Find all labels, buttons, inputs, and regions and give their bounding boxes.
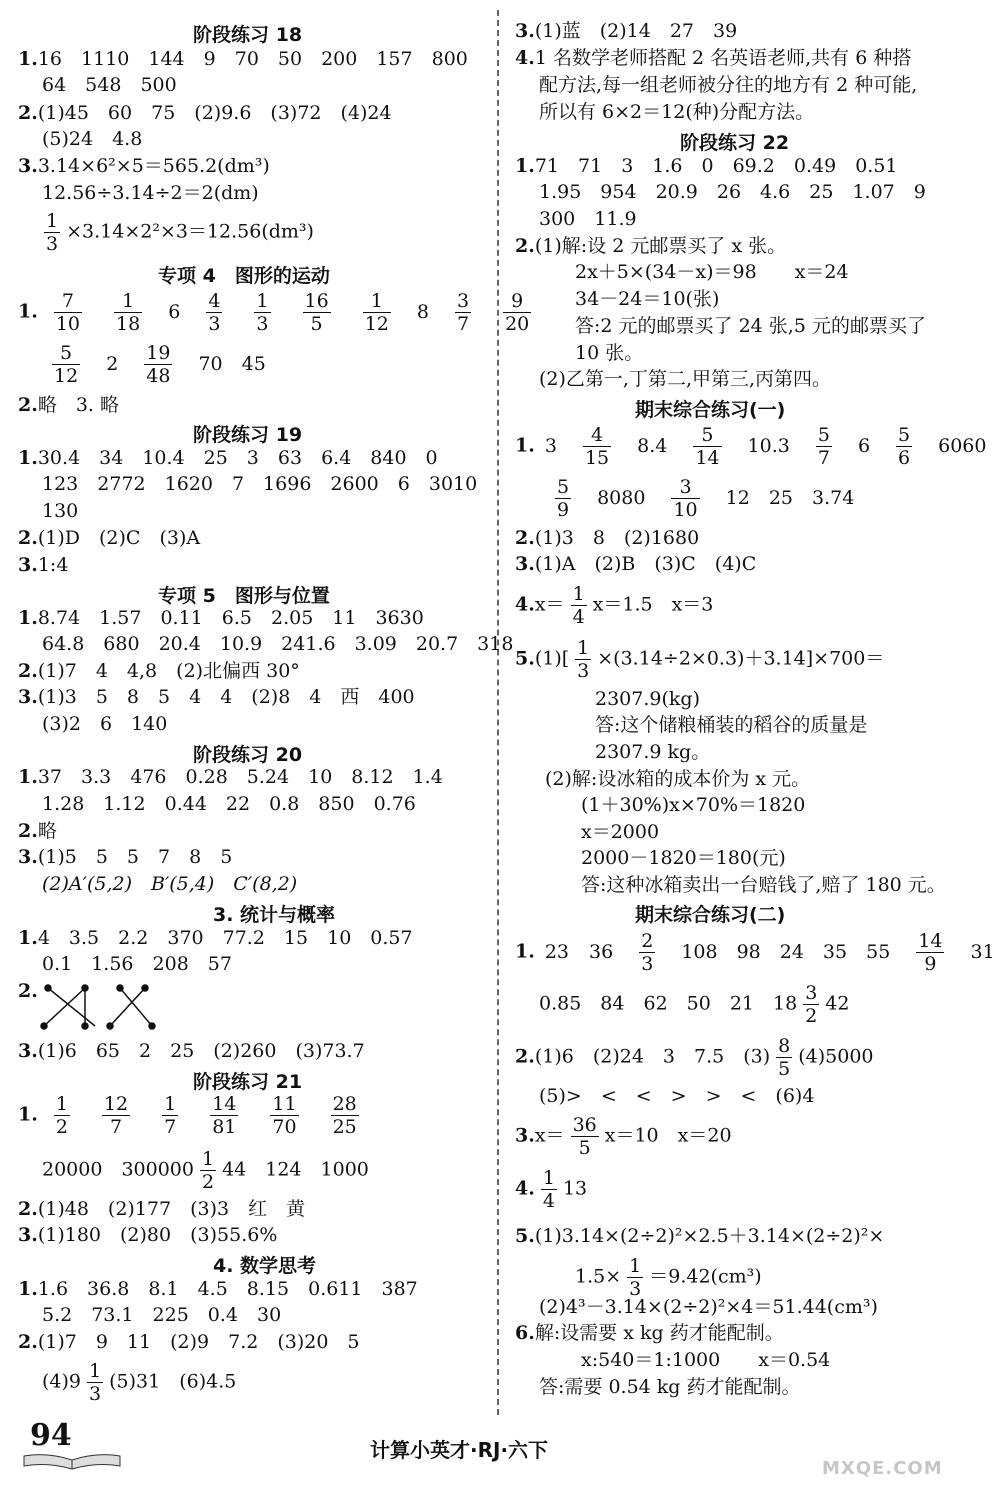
section-title: 阶段练习 19	[193, 424, 303, 446]
fraction: $\frac{3}{10}$	[673, 476, 698, 521]
answer-line: 1.1.6 36.8 8.1 4.5 8.15 0.611 387	[18, 1278, 418, 1300]
fraction: $\frac{1}{3}$	[256, 290, 269, 335]
answer-line: x:540＝1:1000 x＝0.54	[581, 1349, 831, 1371]
fraction: $\frac{3}{7}$	[456, 290, 470, 335]
answer-line: 0.1 1.56 208 57	[42, 953, 232, 975]
fraction: $\frac{1}{12}$	[364, 290, 389, 335]
answer-line: 2.略	[18, 820, 57, 842]
answer-line: 5.(1)3.14×(2÷2)²×2.5＋3.14×(2÷2)²×	[515, 1225, 885, 1247]
fraction-row: 1.5× $\frac{1}{3}$ ＝9.42(cm³)	[575, 1255, 762, 1300]
answer-line: (5)24 4.8	[42, 128, 143, 150]
fraction-row: 4.x＝ $\frac{1}{4}$ x＝1.5 x＝3	[515, 583, 714, 628]
section-title: 4. 数学思考	[213, 1255, 317, 1277]
answer-line: 3.(1)180 (2)80 (3)55.6%	[18, 1224, 278, 1246]
fraction: $\frac{5}{14}$	[695, 424, 720, 469]
fraction-row: 1. $\frac{7}{10}$ $\frac{1}{18}$ 6 $\frac{4}{3}$ $\frac{1}{3}$ $\frac{16}{5}$ $\frac{1}{12}$ 8 $\frac{3}{7}$ $\frac{9}{20}$	[18, 290, 530, 335]
answer-line: 123 2772 1620 7 1696 2600 6 3010	[42, 473, 478, 495]
answer-line: 2307.9 kg。	[595, 741, 711, 763]
answer-line: 3.1:4	[18, 554, 69, 576]
fraction-row	[539, 476, 864, 521]
answer-line: 2.(1)7 9 11 (2)9 7.2 (3)20 5	[18, 1331, 360, 1353]
answer-line: 2000－1820＝180(元)	[581, 847, 786, 869]
column-divider	[497, 10, 499, 1415]
answer-line: $\frac{1}{3}$ ×3.14×2²×3＝12.56(dm³)	[46, 210, 314, 255]
book-icon	[22, 1452, 122, 1470]
fraction: $\frac{1}{7}$	[164, 1093, 177, 1138]
answer-value: 108 98 24 35 55	[681, 940, 891, 963]
answer-line: 2.(1)48 (2)177 (3)3 红 黄	[18, 1198, 306, 1220]
answer-value: 31	[970, 940, 995, 963]
watermark	[822, 1418, 992, 1480]
fraction-row: 20000 300000 $\frac{1}{2}$ 44 124 1000	[42, 1148, 369, 1193]
section-title: 期末综合练习(一)	[635, 399, 786, 421]
answer-line: 3.(1)6 65 2 25 (2)260 (3)73.7	[18, 1040, 365, 1062]
answer-line: (2)A′(5,2) B′(5,4) C′(8,2)	[42, 873, 298, 895]
answer-line: 4.1 名数学老师搭配 2 名英语老师,共有 6 种搭	[515, 47, 912, 69]
fraction: $\frac{7}{10}$	[55, 290, 81, 335]
answer-value: 6	[857, 434, 871, 457]
fraction: $\frac{5}{9}$	[557, 476, 570, 521]
fraction-row: 0.85 84 62 50 21 18 $\frac{3}{2}$ 42	[539, 982, 850, 1027]
answer-line: (1＋30%)x×70%＝1820	[581, 794, 806, 816]
fraction: $\frac{16}{5}$	[304, 290, 329, 335]
answer-value: 2	[106, 352, 119, 375]
answer-line: 答:2 元的邮票买了 24 张,5 元的邮票买了	[575, 315, 926, 337]
answer-line: (5)> < < > > < (6)4	[539, 1085, 815, 1107]
answer-line: 64.8 680 20.4 10.9 241.6 3.09 20.7 318	[42, 633, 514, 655]
answer-line: (2)乙第一,丁第二,甲第三,丙第四。	[539, 368, 832, 390]
answer-line: 2.略 3. 略	[18, 394, 120, 416]
answer-line: 64 548 500	[42, 74, 177, 96]
answer-line: (3)2 6 140	[42, 713, 168, 735]
fraction: $\frac{11}{70}$	[272, 1093, 297, 1138]
fraction-row: 1. $\frac{1}{2}$ $\frac{12}{7}$ $\frac{1}{7}$ $\frac{14}{81}$ $\frac{11}{70}$ $\frac{28}{25}$	[18, 1093, 357, 1138]
fraction: $\frac{2}{3}$	[641, 930, 654, 975]
answer-line: 1.4 3.5 2.2 370 77.2 15 10 0.57	[18, 927, 413, 949]
section-title: 专项 5 图形与位置	[158, 585, 330, 607]
answer-line: 2.	[18, 980, 38, 1002]
answer-line: 3.(1)蓝 (2)14 27 39	[515, 20, 738, 42]
fraction: $\frac{5}{12}$	[54, 342, 79, 387]
fraction: $\frac{1}{2}$	[55, 1093, 68, 1138]
section-title: 期末综合练习(二)	[635, 904, 786, 926]
answer-line: 2x＋5×(34－x)＝98 x＝24	[575, 261, 849, 283]
answer-line: (2)4³－3.14×(2÷2)²×4＝51.44(cm³)	[539, 1296, 878, 1318]
answer-line: 3.(1)3 5 8 5 4 4 (2)8 4 西 400	[18, 686, 415, 708]
answer-line: 2.(1)3 8 (2)1680	[515, 527, 700, 549]
answer-line: 2.(1)D (2)C (3)A	[18, 527, 201, 549]
fraction: $\frac{28}{25}$	[332, 1093, 357, 1138]
answer-line: 答:需要 0.54 kg 药才能配制。	[539, 1376, 801, 1398]
page-number: 94	[30, 1418, 72, 1453]
fraction-row: 5.(1)[ $\frac{1}{3}$ ×(3.14÷2×0.3)＋3.14]×700＝	[515, 637, 885, 682]
answer-line: 2.(1)解:设 2 元邮票买了 x 张。	[515, 235, 787, 257]
answer-line: 5.2 73.1 225 0.4 30	[42, 1304, 282, 1326]
answer-value: 6060	[938, 434, 987, 457]
fraction-row: 1. 23 36 $\frac{2}{3}$ 108 98 24 35 55 $\frac{14}{9}$ 31	[515, 930, 995, 975]
answer-value: 23	[544, 940, 570, 963]
fraction: $\frac{1}{18}$	[116, 290, 141, 335]
fraction-row	[36, 342, 276, 387]
answer-line: 3.(1)A (2)B (3)C (4)C	[515, 553, 757, 575]
answer-line: 1.37 3.3 476 0.28 5.24 10 8.12 1.4	[18, 766, 443, 788]
answer-line: 130	[42, 500, 79, 522]
book-title: 计算小英才·RJ·六下	[370, 1438, 549, 1462]
answer-value: 6	[168, 300, 181, 323]
answer-line: 1.28 1.12 0.44 22 0.8 850 0.76	[42, 793, 416, 815]
fraction: $\frac{12}{7}$	[103, 1093, 129, 1138]
fraction-row: 1. 3 $\frac{4}{15}$ 8.4 $\frac{5}{14}$ 10.3 $\frac{5}{7}$ 6 $\frac{5}{6}$ 6060	[515, 424, 987, 469]
fraction: $\frac{5}{6}$	[898, 424, 911, 469]
answer-line: 10 张。	[575, 342, 644, 364]
answer-line: 1.30.4 34 10.4 25 3 63 6.4 840 0	[18, 447, 438, 469]
matching-lines-diagram	[40, 982, 170, 1034]
section-title: 阶段练习 21	[193, 1071, 303, 1093]
fraction-row: 3.x＝ $\frac{36}{5}$ x＝10 x＝20	[515, 1114, 732, 1159]
answer-line: 2307.9(kg)	[595, 688, 700, 710]
answer-line: 1.71 71 3 1.6 0 69.2 0.49 0.51	[515, 155, 898, 177]
answer-line: (2)解:设冰箱的成本价为 x 元。	[545, 768, 811, 790]
fraction-row: (4)9 $\frac{1}{3}$ (5)31 (6)4.5	[42, 1360, 237, 1405]
answer-value: 8080	[597, 486, 646, 509]
fraction: $\frac{9}{20}$	[505, 290, 530, 335]
fraction: $\frac{14}{9}$	[918, 930, 943, 975]
fraction: $\frac{4}{3}$	[208, 290, 221, 335]
fraction: $\frac{14}{81}$	[212, 1093, 237, 1138]
fraction-row: 2.(1)6 (2)24 3 7.5 (3) $\frac{8}{5}$ (4)5000	[515, 1035, 874, 1080]
answer-line: 3.3.14×6²×5＝565.2(dm³)	[18, 155, 270, 177]
fraction-row: 4. $\frac{1}{4}$ 13	[515, 1167, 588, 1212]
answer-line: 1.95 954 20.9 26 4.6 25 1.07 9	[539, 181, 926, 203]
answer-line: 1.16 1110 144 9 70 50 200 157 800	[18, 48, 468, 70]
answer-line: x＝2000	[581, 821, 660, 843]
answer-line: 300 11.9	[539, 208, 637, 230]
answer-line: 所以有 6×2＝12(种)分配方法。	[539, 101, 815, 123]
section-title: 专项 4 图形的运动	[158, 265, 330, 287]
section-title: 阶段练习 22	[680, 132, 790, 154]
answer-value: 8	[416, 300, 429, 323]
section-title: 阶段练习 18	[193, 24, 303, 46]
answer-line: 3.(1)5 5 5 7 8 5	[18, 846, 233, 868]
answer-line: 2.(1)7 4 4,8 (2)北偏西 30°	[18, 660, 300, 682]
answer-line: 答:这个储粮桶装的稻谷的质量是	[595, 714, 868, 736]
answer-line: 2.(1)45 60 75 (2)9.6 (3)72 (4)24	[18, 102, 392, 124]
answer-line: 答:这种冰箱卖出一台赔钱了,赔了 180 元。	[581, 874, 946, 896]
answer-value: 36	[589, 940, 614, 963]
answer-line: 6.解:设需要 x kg 药才能配制。	[515, 1322, 784, 1344]
answer-value: 8.4	[637, 434, 668, 457]
section-title: 3. 统计与概率	[213, 904, 336, 926]
answer-line: 1.8.74 1.57 0.11 6.5 2.05 11 3630	[18, 607, 424, 629]
fraction: $\frac{4}{15}$	[584, 424, 610, 469]
answer-value: 70 45	[198, 352, 266, 375]
answer-value: 10.3	[747, 434, 790, 457]
answer-value: 12 25 3.74	[725, 486, 855, 509]
watermark-url: MXQE.COM	[822, 1458, 943, 1479]
answer-value: 3	[544, 434, 557, 457]
section-title: 阶段练习 20	[193, 744, 303, 766]
fraction: $\frac{19}{48}$	[146, 342, 171, 387]
answer-line: 配方法,每一组老师被分往的地方有 2 种可能,	[539, 74, 918, 96]
answer-line: 34－24＝10(张)	[575, 288, 720, 310]
answer-line: 12.56÷3.14÷2＝2(dm)	[42, 182, 259, 204]
fraction: $\frac{5}{7}$	[817, 424, 830, 469]
